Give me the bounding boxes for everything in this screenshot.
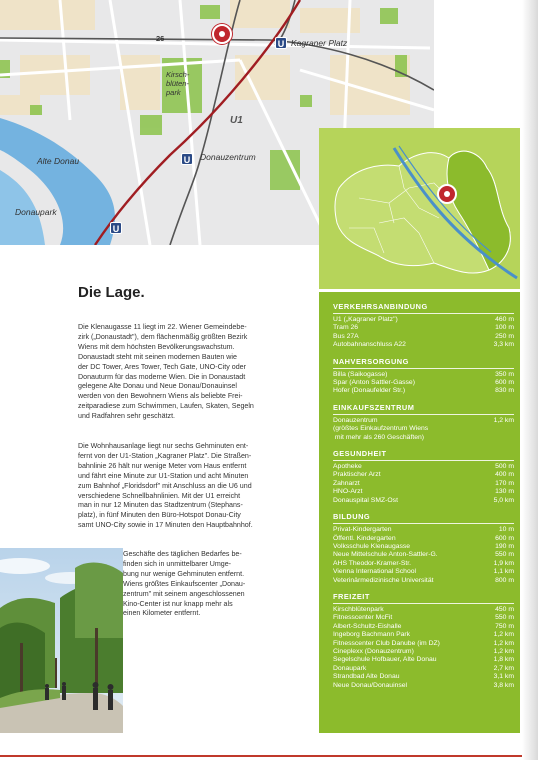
place-distance: 550 m [495,614,514,622]
section-divider [333,368,514,369]
distance-row [333,526,514,534]
place-distance: 600 m [495,379,514,387]
place-name: (größtes Einkaufzentrum Wiens [333,425,429,433]
location-pin-icon [212,24,232,44]
section-title: FREIZEIT [333,591,370,601]
place-distance: 450 m [495,605,514,613]
distance-row [333,379,514,387]
place-distance: 800 m [495,576,514,584]
place-name: mit mehr als 260 Geschäften) [333,433,425,441]
place-name: Donaupark [333,664,367,672]
distance-row [333,623,514,631]
place-distance: 250 m [495,332,514,340]
distance-row [333,673,514,681]
place-name: U1 („Kagraner Platz") [333,316,398,323]
place-name: Zahnarzt [333,479,360,487]
paragraph-line: fernt von der U1-Station „Kagraner Platz". Die Straßen- [78,451,252,460]
paragraph-line: Wiens größtes Einkaufscenter „Donau- [123,579,246,588]
place-name: Billa (Saikogasse) [333,370,388,378]
u1-line-label: U1 [230,115,243,126]
paragraph-line: Kino-Center ist nur knapp mehr als [123,599,233,608]
place-name: Strandbad Alte Donau [333,673,400,681]
paragraph-line: man in nur 12 Minuten das Stadtzentrum (Stephans- [78,501,243,510]
distance-list [319,298,520,693]
ubahn-kagraner-platz-icon: U [275,37,287,49]
place-distance: 5,0 km [493,496,514,504]
distance-row [333,497,514,505]
distance-row [333,434,514,442]
vienna-overview-map [319,128,520,292]
place-distance: 100 m [495,324,514,332]
info-section [333,298,514,350]
place-distance: 1,1 km [493,568,514,576]
distance-row [333,333,514,341]
place-name: Tram 26 [333,324,359,332]
distance-row [333,316,514,324]
distance-row [333,640,514,648]
paragraph-line: samt UNO-City sowie in 17 Minuten den Hauptbahnhof. [78,521,253,530]
distance-row [333,480,514,488]
place-name: AHS Theodor-Kramer-Str. [333,559,412,567]
park-photo [0,548,123,733]
place-name: Kirschblütenpark [333,605,384,613]
paragraph-line: zentrum" mit seinem angeschlossenen [123,589,245,598]
place-distance: 3,8 km [493,681,514,689]
paragraph-line: Geschäfte des täglichen Bedarfes be- [123,550,242,558]
section-title: NAHVERSORGUNG [333,356,409,366]
paragraph-line: der DC Tower, Ares Tower, Tech Gate, UNO-City oder [78,362,246,371]
kirschbluetenpark-label: Kirsch- blüten- park [166,70,190,97]
section-divider [333,603,514,604]
place-distance: 130 m [495,488,514,496]
page-fold-shadow [522,0,538,760]
paragraph-transport [78,442,316,531]
distance-row [333,543,514,551]
distance-row [333,535,514,543]
paragraph-line: gelegene Alte Donau und Neue Donau/Donauinsel [78,382,237,391]
tram-26-label: 26 [156,34,165,43]
place-name: Volksschule Klenaugasse [333,542,411,550]
place-name: Fitnesscenter McFit [333,614,393,622]
section-divider [333,414,514,415]
section-divider [333,523,514,524]
place-distance: 460 m [495,316,514,323]
paragraph-shopping [123,550,316,619]
place-name: Neue Mittelschule Anton-Sattler-G. [333,551,438,559]
section-title: EINKAUFSZENTRUM [333,402,415,412]
park-path-image [0,548,123,733]
distance-row [333,614,514,622]
paragraph-line: zeitparadiese zum Schwimmen, Laufen, Skaten, Segeln [78,402,254,411]
info-section [333,445,514,505]
place-distance: 600 m [495,534,514,542]
section-divider [333,313,514,314]
distance-row [333,371,514,379]
section-title: BILDUNG [333,512,371,522]
donauzentrum-label: Donauzentrum [200,152,256,162]
place-distance: 3,1 km [493,673,514,681]
paragraph-line: zum Bahnhof „Floridsdorf" mit Anschluss an die U6 und [78,481,252,490]
place-name: Hofer (Donaufelder Str.) [333,387,406,395]
place-name: HNO-Arzt [333,488,363,496]
distance-row [333,341,514,349]
paragraph-line: verschiedene Schnellbahnlinien. Mit der U1 erreicht [78,491,241,500]
place-name: Apotheke [333,463,362,471]
paragraph-line: bung nur wenige Gehminuten entfernt. [123,569,245,578]
paragraph-line: bahnlinie 26 hält nur wenige Meter vom Haus entfernt [78,461,247,470]
paragraph-line: und Radfahren sehr geschätzt. [78,412,176,421]
paragraph-line: werden von den Bewohnern Wiens als beliebte Frei- [78,392,243,401]
distance-row [333,324,514,332]
distance-row [333,463,514,471]
paragraph-line: Die Klenaugasse 11 liegt im 22. Wiener Gemeindebe- [78,323,247,331]
place-distance: 350 m [495,370,514,378]
place-name: Donauspital SMZ-Ost [333,496,398,504]
info-section [333,508,514,585]
place-distance: 1,2 km [493,647,514,655]
donaupark-label: Donaupark [15,207,57,217]
place-distance: 1,2 km [493,631,514,639]
paragraph-line: zirk („Donaustadt"), dem flächenmäßig größten Bezirk [78,332,248,341]
distance-row [333,488,514,496]
distance-row [333,682,514,690]
distance-row [333,425,514,433]
paragraph-location [78,323,316,422]
place-distance: 10 m [498,526,514,534]
info-section [333,588,514,690]
page-title: Die Lage. [78,284,145,301]
distance-row [333,551,514,559]
place-distance: 830 m [495,387,514,395]
place-distance: 3,3 km [493,341,514,349]
paragraph-line: einen Kilometer entfernt. [123,609,201,618]
paragraph-line: Donauturm für das moderne Wien. Die in Donaustadt [78,372,246,381]
place-distance: 400 m [495,471,514,479]
distance-row [333,387,514,395]
place-distance: 170 m [495,479,514,487]
ubahn-donauzentrum-icon: U [181,153,193,165]
place-distance: 550 m [495,551,514,559]
section-divider [333,460,514,461]
place-name: Vienna International School [333,568,417,576]
place-name: Privat-Kindergarten [333,526,392,534]
kagraner-platz-label: Kagraner Platz [291,38,348,48]
paragraph-line: und fährt eine Minute zur U1-Station und acht Minuten [78,471,249,480]
paragraph-line: finden sich in unmittelbarer Umge- [123,559,232,568]
place-name: Segelschule Hofbauer, Alte Donau [333,656,437,664]
place-name: Autobahnanschluss A22 [333,341,406,349]
distance-row [333,648,514,656]
paragraph-line: Wiens mit dem höchsten Bevölkerungswachstum. [78,342,235,351]
distance-row [333,568,514,576]
place-distance: 500 m [495,463,514,471]
bottom-accent-rule [0,755,522,757]
info-section [333,353,514,396]
place-distance: 1,8 km [493,656,514,664]
distance-row [333,471,514,479]
distance-row [333,665,514,673]
place-name: Praktischer Arzt [333,471,381,479]
place-distance: 750 m [495,622,514,630]
distance-row [333,560,514,568]
place-distance: 1,2 km [493,416,514,424]
paragraph-line: Donaustadt steht mit seinen modernen Bauten wie [78,352,237,361]
distance-row [333,656,514,664]
distance-row [333,417,514,425]
place-name: Bus 27A [333,332,359,340]
place-name: Neue Donau/Donauinsel [333,681,408,689]
distance-row [333,606,514,614]
alte-donau-label: Alte Donau [37,156,80,166]
place-distance: 190 m [495,542,514,550]
place-distance [480,434,514,442]
distance-row [333,577,514,585]
place-name: Veterinärmedizinische Universität [333,576,434,584]
vienna-districts-graphic [319,128,520,289]
place-name: Donauzentrum [333,416,378,424]
place-name: Öffentl. Kindergarten [333,534,396,542]
place-distance: 1,2 km [493,639,514,647]
paragraph-line: Die Wohnhausanlage liegt nur sechs Gehminuten ent- [78,442,249,450]
info-section [333,399,514,442]
place-name: Ingeborg Bachmann Park [333,631,411,639]
info-panel [319,128,520,733]
place-distance: 1,9 km [493,559,514,567]
place-name: Fitnesscenter Club Danube (im DZ) [333,639,440,647]
place-name: Cineplexx (Donauzentrum) [333,647,414,655]
section-title: GESUNDHEIT [333,449,387,459]
section-title: VERKEHRSANBINDUNG [333,302,428,311]
distance-row [333,631,514,639]
place-distance: 2,7 km [493,664,514,672]
place-name: Spar (Anton Sattler-Gasse) [333,379,415,387]
place-name: Albert-Schultz-Eishalle [333,622,402,630]
ubahn-station-icon: U [110,222,122,234]
paragraph-line: platz), in fünf Minuten den Büro-Hotspot Donau-City [78,511,241,520]
place-distance [480,425,514,433]
